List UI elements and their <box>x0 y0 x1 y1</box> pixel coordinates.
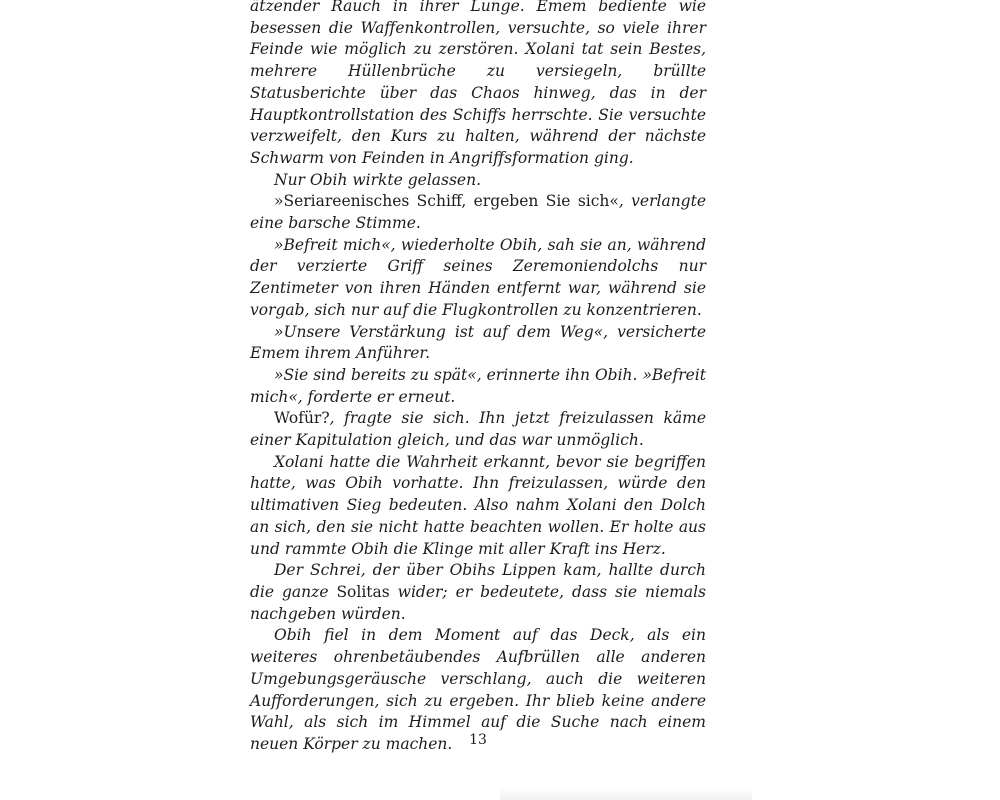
book-page-text <box>250 0 706 756</box>
paragraph <box>250 452 706 561</box>
page-number: 13 <box>469 732 487 748</box>
text-segment: »Unsere Verstärkung ist auf dem Weg«, versicherte Emem ihrem Anführer. <box>250 322 706 363</box>
page-edge-shadow <box>500 788 752 800</box>
text-segment: »Sie sind bereits zu spät«, erinnerte ihn Obih. »Befreit mich«, forderte er erneut. <box>250 365 706 406</box>
paragraph <box>250 235 706 322</box>
text-segment: , verlangte eine barsche Stimme. <box>250 192 707 233</box>
text-segment: »Befreit mich«, wiederholte Obih, sah sie an, während der verzierte Griff seines Zeremoniendolchs nur Zentimeter von ihren Händen entfernt war, während sie vorgab, sich nur auf die Flugkontrollen zu konzentrieren. <box>250 235 706 319</box>
text-segment: Obih fiel in dem Moment auf das Deck, als ein weiteres ohrenbetäubendes Aufbrüllen alle anderen Umgebungsgeräusche verschlang, auch die weiteren Aufforderungen, sich zu ergeben. Ihr blieb keine andere Wahl, als sich im Himmel auf die Suche nach einem neuen Körper zu machen. <box>250 626 706 753</box>
paragraph <box>250 0 706 170</box>
text-segment: wider; er bedeutete, dass sie niemals nachgeben würden. <box>250 582 706 623</box>
text-segment: Der Schrei, der über Obihs Lippen kam, hallte durch die ganze <box>250 561 706 601</box>
text-segment: Solitas <box>336 582 390 601</box>
text-segment: , fragte sie sich. Ihn jetzt freizulassen käme einer Kapitulation gleich, und das war unmöglich. <box>250 409 706 450</box>
text-segment: Nur Obih wirkte gelassen. <box>274 170 482 189</box>
paragraph <box>250 322 706 365</box>
text-segment: Wofür? <box>274 409 330 428</box>
paragraph <box>250 408 706 451</box>
text-segment: Xolani hatte die Wahrheit erkannt, bevor sie begriffen hatte, was Obih vorhatte. Ihn freizulassen, würde den ultimativen Sieg bedeuten. Also nahm Xolani den Dolch an sich, den sie nicht hatte beachten wollen. Er holte aus und rammte Obih die Klinge mit aller Kraft ins Herz. <box>250 452 706 558</box>
text-segment: »Seriareenisches Schiff, ergeben Sie sich« <box>274 192 619 211</box>
text-segment: ätzender Rauch in ihrer Lunge. Emem bediente wie besessen die Waffenkontrollen, versuchte, so viele ihrer Feinde wie möglich zu zerstören. Xolani tat sein Bestes, mehrere Hüllenbrüche zu versiegeln, brüllte Statusberichte über das Chaos hinweg, das in der Hauptkontrollstation des Schiffs herrschte. Sie versuchte verzweifelt, den Kurs zu halten, während der nächste Schwarm von Feinden in Angriffsformation ging. <box>250 0 706 167</box>
paragraph <box>250 560 706 625</box>
paragraph <box>250 170 706 192</box>
paragraph <box>250 191 706 234</box>
paragraph <box>250 365 706 408</box>
